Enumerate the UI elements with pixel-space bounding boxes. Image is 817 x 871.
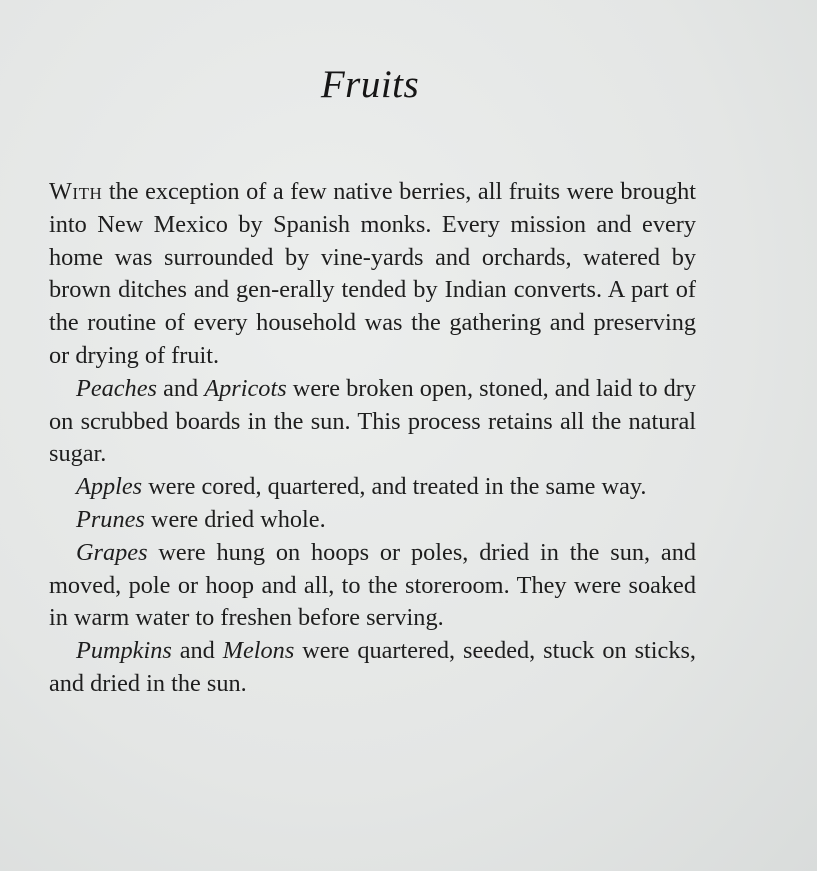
paragraph-text: were dried whole. [144, 505, 326, 533]
paragraph-text: the exception of a few native berries, all fruits were brought into New Mexico by Spanish monks. Every mission and every home was surrounded by vine-yards and orchards, watered by brown ditches and gen-erally tended by Indian converts. A part of the routine of every household was the gathering and preserving or drying of fruit. [49, 178, 696, 369]
joiner-text: and [156, 374, 205, 402]
fruit-term: Prunes [76, 505, 145, 533]
paragraph-text: were cored, quartered, and treated in the same way. [142, 473, 647, 501]
fruit-term: Pumpkins [76, 637, 172, 665]
body-text [49, 176, 696, 701]
paragraph-prunes [49, 504, 696, 537]
fruit-term: Melons [222, 637, 295, 665]
paragraph-text: were hung on hoops or poles, dried in the sun, and moved, pole or hoop and all, to the storeroom. They were soaked in warm water to freshen before serving. [49, 538, 696, 632]
fruit-term: Apples [76, 473, 143, 501]
joiner-text: and [171, 637, 223, 665]
paragraph-text: were quartered, seeded, stuck on sticks, and dried in the sun. [49, 637, 696, 697]
paragraph-apples [49, 471, 696, 504]
fruit-term: Apricots [204, 374, 287, 402]
paragraph-peaches-apricots [49, 373, 696, 471]
paragraph-pumpkins-melons [49, 635, 696, 701]
drop-word: With [49, 178, 103, 205]
fruit-term: Peaches [76, 374, 157, 402]
page-title: Fruits [320, 63, 420, 106]
paragraph-grapes [49, 537, 696, 635]
paragraph-text: were broken open, stoned, and laid to dry on scrubbed boards in the sun. This process retains all the natural sugar. [49, 374, 697, 468]
fruit-term: Grapes [76, 538, 148, 566]
paragraph-intro [49, 176, 696, 373]
